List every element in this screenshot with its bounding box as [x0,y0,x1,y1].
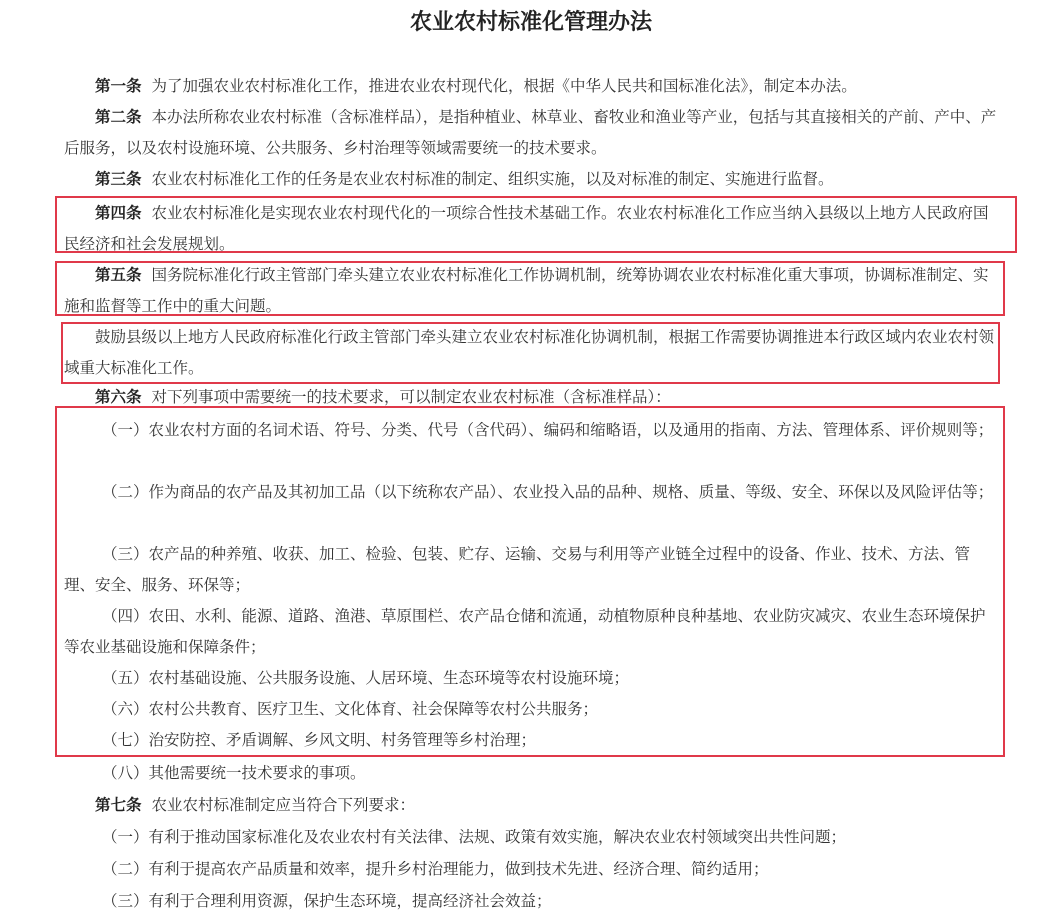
article-number: 第七条 [95,796,142,814]
article-text: 农业农村标准制定应当符合下列要求： [151,796,416,814]
article-7 [64,790,1000,821]
list-item-text: （一）农业农村方面的名词术语、符号、分类、代号（含代码）、编码和缩略语，以及通用的指南、方法、管理体系、评价规则等； [102,421,994,439]
list-item [64,539,1000,601]
page-title: 农业农村标准化管理办法 [409,9,652,35]
list-item [64,663,1000,694]
list-item [64,477,1000,508]
list-item [64,854,1000,885]
article-number: 第二条 [95,108,142,126]
list-item-text: （三）有利于合理利用资源，保护生态环境，提高经济社会效益； [102,892,552,910]
article-number: 第一条 [95,77,142,95]
article-text: 鼓励县级以上地方人民政府标准化行政主管部门牵头建立农业农村标准化协调机制，根据工作需要协调推进本行政区域内农业农村领域重大标准化工作。 [64,328,995,377]
list-item [64,822,1000,853]
list-item-text: （六）农村公共教育、医疗卫生、文化体育、社会保障等农村公共服务； [102,700,599,718]
article-text: 国务院标准化行政主管部门牵头建立农业农村标准化工作协调机制，统筹协调农业农村标准化重大事项，协调标准制定、实施和监督等工作中的重大问题。 [64,266,989,315]
list-item-text: （五）农村基础设施、公共服务设施、人居环境、生态环境等农村设施环境； [102,669,630,687]
list-item [64,694,1000,725]
article-2 [64,102,1000,164]
list-item-text: （七）治安防控、矛盾调解、乡风文明、村务管理等乡村治理； [102,731,537,749]
list-item-text: （一）有利于推动国家标准化及农业农村有关法律、法规、政策有效实施，解决农业农村领域突出共性问题； [102,828,847,846]
list-item [64,758,1000,789]
article-6 [64,382,1000,413]
article-5 [64,260,1000,322]
list-item-text: （二）作为商品的农产品及其初加工品（以下统称农产品）、农业投入品的品种、规格、质量、等级、安全、环保以及风险评估等； [102,483,994,501]
list-item [64,725,1000,756]
article-number: 第四条 [95,204,142,222]
list-item-text: （四）农田、水利、能源、道路、渔港、草原围栏、农产品仓储和流通，动植物原种良种基地、农业防灾减灾、农业生态环境保护等农业基础设施和保障条件； [64,607,986,656]
list-item [64,601,1000,663]
article-number: 第三条 [95,170,142,188]
list-item-text: （三）农产品的种养殖、收获、加工、检验、包装、贮存、运输、交易与利用等产业链全过程中的设备、作业、技术、方法、管理、安全、服务、环保等； [64,545,971,594]
article-4 [64,198,1000,260]
article-text: 本办法所称农业农村标准（含标准样品），是指种植业、林草业、畜牧业和渔业等产业，包括与其直接相关的产前、产中、产后服务，以及农村设施环境、公共服务、乡村治理等领域需要统一的技术要求。 [64,108,997,157]
article-text: 农业农村标准化工作的任务是农业农村标准的制定、组织实施，以及对标准的制定、实施进行监督。 [151,170,834,188]
article-1 [64,71,1000,102]
article-5-paragraph-2 [64,322,1000,384]
list-item [64,415,1000,446]
list-item-text: （二）有利于提高农产品质量和效率，提升乡村治理能力，做到技术先进、经济合理、简约适用； [102,860,769,878]
list-item-text: （八）其他需要统一技术要求的事项。 [102,764,366,782]
article-number: 第五条 [95,266,142,284]
list-item [64,886,1000,917]
article-number: 第六条 [95,388,142,406]
article-text: 为了加强农业农村标准化工作，推进农业农村现代化，根据《中华人民共和国标准化法》，制定本办法。 [151,77,857,95]
article-text: 对下列事项中需要统一的技术要求，可以制定农业农村标准（含标准样品）： [151,388,671,406]
article-text: 农业农村标准化是实现农业农村现代化的一项综合性技术基础工作。农业农村标准化工作应当纳入县级以上地方人民政府国民经济和社会发展规划。 [64,204,989,253]
article-3 [64,164,1000,195]
